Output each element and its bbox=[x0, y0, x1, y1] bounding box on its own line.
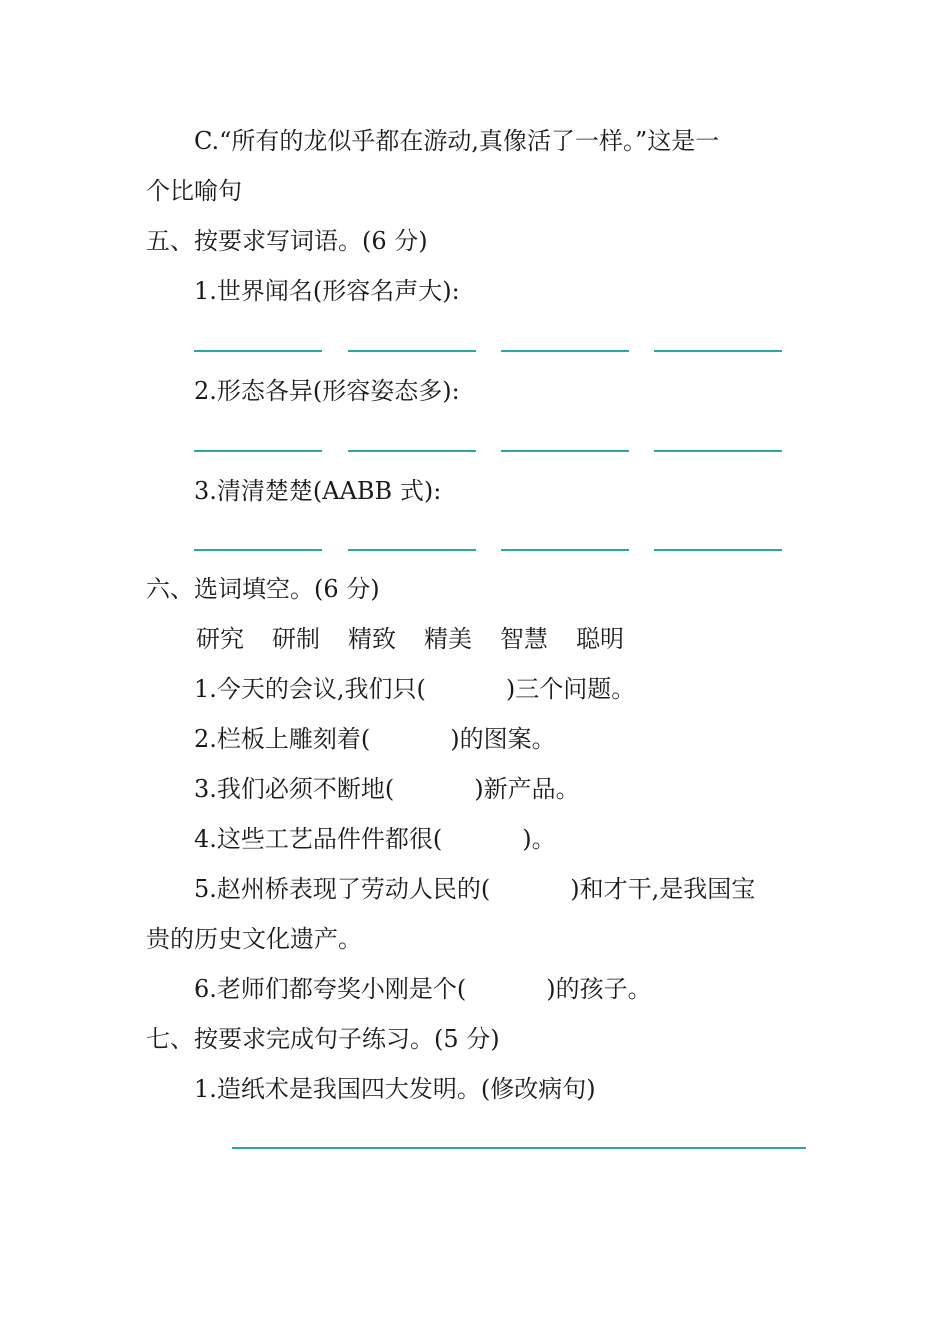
q5-heading: 五、按要求写词语。(6 分) bbox=[146, 227, 428, 255]
answer-line[interactable] bbox=[501, 450, 629, 452]
q7-heading: 七、按要求完成句子练习。(5 分) bbox=[146, 1025, 500, 1053]
q6-item-5-line2: 贵的历史文化遗产。 bbox=[146, 925, 362, 953]
q6-heading: 六、选词填空。(6 分) bbox=[146, 575, 380, 603]
q6-item-4: 4.这些工艺品件件都很( )。 bbox=[194, 825, 556, 853]
q6-item-3: 3.我们必须不断地( )新产品。 bbox=[194, 775, 580, 803]
q6-item-6: 6.老师们都夸奖小刚是个( )的孩子。 bbox=[194, 975, 652, 1003]
option-c-line2: 个比喻句 bbox=[146, 177, 242, 205]
word-option: 研制 bbox=[272, 625, 320, 653]
q5-item-1: 1.世界闻名(形容名声大): bbox=[194, 277, 460, 305]
word-option: 智慧 bbox=[500, 625, 548, 653]
answer-line[interactable] bbox=[194, 350, 322, 352]
word-bank bbox=[196, 624, 652, 654]
q6-item-5: 5.赵州桥表现了劳动人民的( )和才干,是我国宝 bbox=[194, 875, 756, 903]
answer-line[interactable] bbox=[194, 549, 322, 551]
q6-item-2: 2.栏板上雕刻着( )的图案。 bbox=[194, 725, 556, 753]
answer-line[interactable] bbox=[348, 350, 476, 352]
q5-item-2: 2.形态各异(形容姿态多): bbox=[194, 377, 460, 405]
answer-line[interactable] bbox=[654, 450, 782, 452]
q6-item-1: 1.今天的会议,我们只( )三个问题。 bbox=[194, 675, 636, 703]
answer-line[interactable] bbox=[654, 350, 782, 352]
answer-line[interactable] bbox=[501, 549, 629, 551]
q7-item-1: 1.造纸术是我国四大发明。(修改病句) bbox=[194, 1075, 596, 1103]
answer-line[interactable] bbox=[501, 350, 629, 352]
word-option: 研究 bbox=[196, 625, 244, 653]
answer-line[interactable] bbox=[232, 1147, 806, 1149]
word-option: 精美 bbox=[424, 625, 472, 653]
answer-line[interactable] bbox=[654, 549, 782, 551]
answer-line[interactable] bbox=[348, 549, 476, 551]
answer-line[interactable] bbox=[348, 450, 476, 452]
q5-item-3: 3.清清楚楚(AABB 式): bbox=[194, 477, 442, 505]
word-option: 聪明 bbox=[576, 625, 624, 653]
answer-line[interactable] bbox=[194, 450, 322, 452]
option-c-line1: C.“所有的龙似乎都在游动,真像活了一样。”这是一 bbox=[194, 127, 720, 155]
word-option: 精致 bbox=[348, 625, 396, 653]
